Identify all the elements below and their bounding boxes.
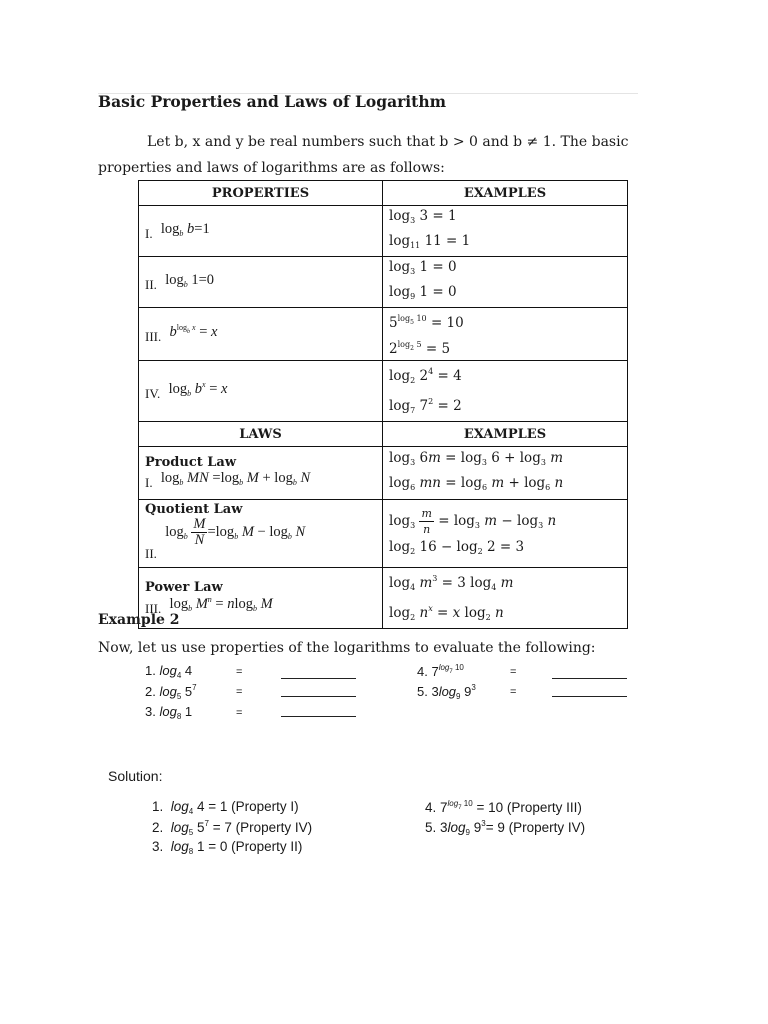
- property-row-4: [139, 361, 628, 422]
- property-numeral: I.: [145, 225, 153, 241]
- answer-blank-5[interactable]: [552, 696, 627, 697]
- law-formula: $\log_b$ MN $=\log_b$ $M + \log_b N$: [160, 470, 311, 487]
- answer-blank-2[interactable]: [281, 696, 356, 697]
- equals-sign: =: [236, 707, 243, 719]
- property-examples: [383, 308, 628, 361]
- example-line: $\log_4 m^3 = 3$ $\log_4 m$: [389, 574, 514, 592]
- equals-sign: =: [236, 686, 243, 698]
- equals-sign: =: [510, 666, 517, 678]
- property-formula: $\log_b b^x = x$: [168, 380, 228, 398]
- solution-answer: = 0 (Property II): [208, 839, 303, 854]
- page-title: Basic Properties and Laws of Logarithm: [98, 92, 447, 111]
- question-number: 1.: [145, 663, 156, 678]
- solution-5: 5. $3\log_9$ $9^3= 9$ (Property IV): [425, 819, 586, 837]
- law-numeral: II.: [145, 545, 157, 561]
- law-row-power: [139, 568, 628, 629]
- equals-sign: =: [236, 666, 243, 678]
- law-cell: [139, 447, 383, 500]
- example-line: $\log_2 n^x = x$ $\log_2 n$: [389, 604, 504, 622]
- law-row-quotient: [139, 500, 628, 568]
- solution-3: 3. $\log_8 1 = 0$ (Property II): [152, 839, 303, 856]
- example-line: $\log_9 1 = 0$: [389, 284, 457, 301]
- examples-header: EXAMPLES: [383, 181, 628, 206]
- law-numeral: III.: [145, 600, 162, 616]
- law-row-product: [139, 447, 628, 500]
- answer-blank-1[interactable]: [281, 678, 356, 679]
- property-cell: [139, 206, 383, 257]
- solution-number: 1.: [152, 799, 164, 814]
- question-number: 4.: [417, 664, 428, 679]
- property-row-2: [139, 257, 628, 308]
- question-number: 5.: [417, 684, 428, 699]
- question-4: 4. $7^{log_7 10}$: [417, 663, 464, 679]
- property-cell: [139, 257, 383, 308]
- property-formula: $\log_b b=1$: [160, 220, 210, 238]
- law-name: Product Law: [145, 455, 237, 470]
- property-row-3: [139, 308, 628, 361]
- law-numeral: I.: [145, 475, 153, 490]
- solution-heading: Solution:: [108, 768, 163, 784]
- intro-line-2: properties and laws of logarithms are as follows:: [98, 160, 445, 176]
- answer-blank-3[interactable]: [281, 716, 356, 717]
- law-formula: $\log_b$ $\frac{M}{N}$ $=\log_b$ $M - \log_b N$: [165, 516, 306, 548]
- solution-number: 5.: [425, 820, 437, 835]
- property-cell: [139, 308, 383, 361]
- solution-1: 1. $\log_4 4 = 1$ (Property I): [152, 799, 299, 816]
- question-3: 3. $\log_8 1$: [145, 704, 193, 721]
- example-line: $\log_3 6m = \log_3 6 + \log_3 m$: [389, 450, 564, 467]
- intro-line-1: Let b, x and y be real numbers such that b > 0 and b ≠ 1. The basic: [147, 134, 629, 150]
- example-line: $\log_{11} 11 = 1$: [389, 233, 471, 250]
- solution-answer: = 1 (Property I): [208, 799, 299, 814]
- law-examples: [383, 568, 628, 629]
- example-line: $5^{log_5 10} = 10$: [389, 314, 464, 331]
- property-row-1: [139, 206, 628, 257]
- property-examples: [383, 206, 628, 257]
- solution-number: 2.: [152, 820, 164, 835]
- law-cell: [139, 500, 383, 568]
- example-2-heading: Example 2: [98, 612, 180, 628]
- examples-header: EXAMPLES: [383, 422, 628, 447]
- question-number: 3.: [145, 704, 156, 719]
- property-examples: [383, 361, 628, 422]
- answer-blank-4[interactable]: [552, 678, 627, 679]
- laws-header-row: [139, 422, 628, 447]
- properties-header-row: [139, 181, 628, 206]
- example-line: $\log_3 1 = 0$: [389, 259, 457, 276]
- solution-answer: = 7 (Property IV): [212, 820, 313, 835]
- law-name: Power Law: [145, 579, 223, 595]
- example-line: $\log_2 16 - \log_2 2 = 3$: [389, 538, 525, 556]
- law-name: Quotient Law: [145, 502, 243, 517]
- example-line: $2^{log_2 5} = 5$: [389, 340, 451, 357]
- example-line: $\log_3$ $\frac{m}{n}$ = $\log_3 m - \log_3 n$: [389, 506, 557, 536]
- properties-header: PROPERTIES: [139, 181, 383, 206]
- law-formula: $\log_b M^n = nlog_b$ M: [169, 594, 273, 613]
- property-numeral: IV.: [145, 386, 161, 401]
- example-line: $\log_3 3 = 1$: [389, 208, 457, 225]
- solution-number: 4.: [425, 800, 437, 815]
- question-5: 5. $3\log_9$ $9^3$: [417, 683, 476, 701]
- law-examples: [383, 447, 628, 500]
- property-formula: $b^{log_b x} = x$: [169, 323, 218, 340]
- property-examples: [383, 257, 628, 308]
- equals-sign: =: [510, 686, 517, 698]
- question-number: 2.: [145, 684, 156, 699]
- solution-4: 4. $7^{log_7 10} = 10$ (Property III): [425, 799, 582, 815]
- question-2: 2. $\log_5 5^7$: [145, 683, 197, 701]
- example-line: $\log_6$ mn = $\log_6 m + \log_6 n$: [389, 475, 564, 492]
- example-2-intro: Now, let us use properties of the logarithms to evaluate the following:: [98, 640, 596, 656]
- property-cell: [139, 361, 383, 422]
- laws-header: LAWS: [139, 422, 383, 447]
- logarithm-table: [138, 180, 628, 629]
- property-formula: $\log_b 1=0$: [165, 271, 215, 289]
- solution-number: 3.: [152, 839, 164, 854]
- example-line: $\log_7 7^2 = 2$: [389, 397, 462, 415]
- example-line: $\log_2 2^4 = 4$: [389, 367, 462, 385]
- law-examples: [383, 500, 628, 568]
- question-1: 1. $\log_4 4$: [145, 663, 193, 680]
- solution-2: 2. $\log_5 5^7 = 7$ (Property IV): [152, 819, 313, 837]
- property-numeral: III.: [145, 329, 162, 344]
- property-numeral: II.: [145, 276, 157, 292]
- solution-answer: = 10 (Property III): [476, 800, 582, 815]
- solution-answer: = 9 (Property IV): [485, 820, 586, 835]
